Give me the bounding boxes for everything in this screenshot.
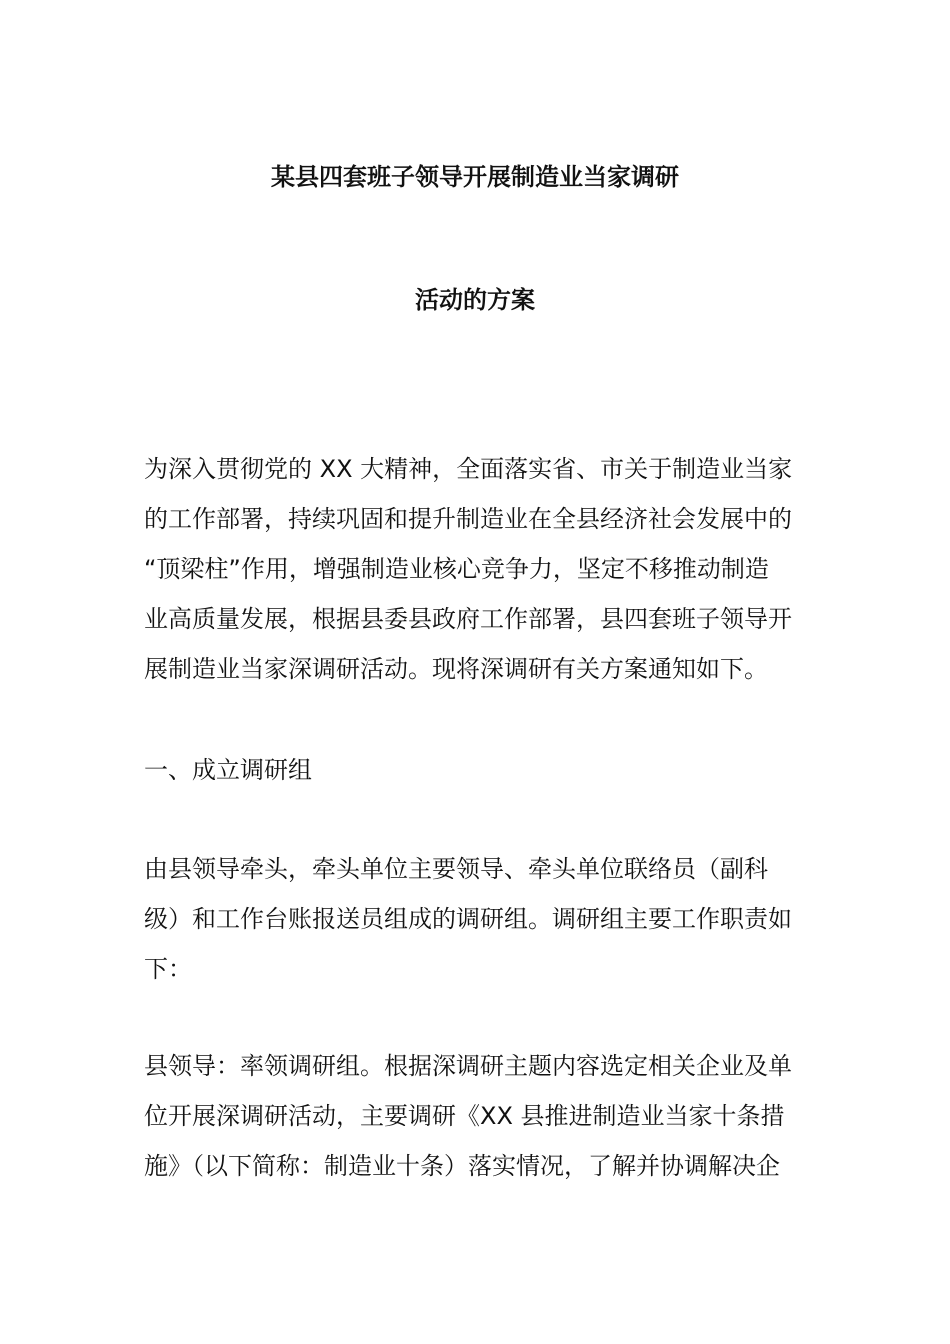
- section-1-line: 下：: [144, 955, 192, 983]
- intro-line: 为深入贯彻党的 XX 大精神，全面落实省、市关于制造业当家: [144, 455, 793, 483]
- section-1-line: 级）和工作台账报送员组成的调研组。调研组主要工作职责如: [144, 905, 792, 933]
- leader-duties-line: 施》（以下简称：制造业十条）落实情况，了解并协调解决企: [144, 1152, 780, 1180]
- intro-line: 的工作部署，持续巩固和提升制造业在全县经济社会发展中的: [144, 505, 792, 533]
- leader-duties-line: 县领导：率领调研组。根据深调研主题内容选定相关企业及单: [144, 1052, 792, 1080]
- document-title-line-1: 某县四套班子领导开展制造业当家调研: [271, 163, 679, 191]
- section-1-paragraph: [144, 844, 806, 994]
- intro-line: “顶梁柱”作用，增强制造业核心竞争力，坚定不移推动制造: [144, 555, 769, 583]
- section-1-heading: [144, 745, 806, 795]
- intro-paragraph: [144, 444, 806, 694]
- document-title-line-2: 活动的方案: [415, 286, 535, 314]
- leader-duties-line: 位开展深调研活动，主要调研《XX 县推进制造业当家十条措: [144, 1102, 785, 1130]
- leader-duties-paragraph: [144, 1041, 806, 1191]
- section-heading-text: 一、成立调研组: [144, 756, 312, 784]
- intro-line: 展制造业当家深调研活动。现将深调研有关方案通知如下。: [144, 655, 768, 683]
- intro-line: 业高质量发展，根据县委县政府工作部署，县四套班子领导开: [144, 605, 792, 633]
- section-1-line: 由县领导牵头，牵头单位主要领导、牵头单位联络员（副科: [144, 855, 768, 883]
